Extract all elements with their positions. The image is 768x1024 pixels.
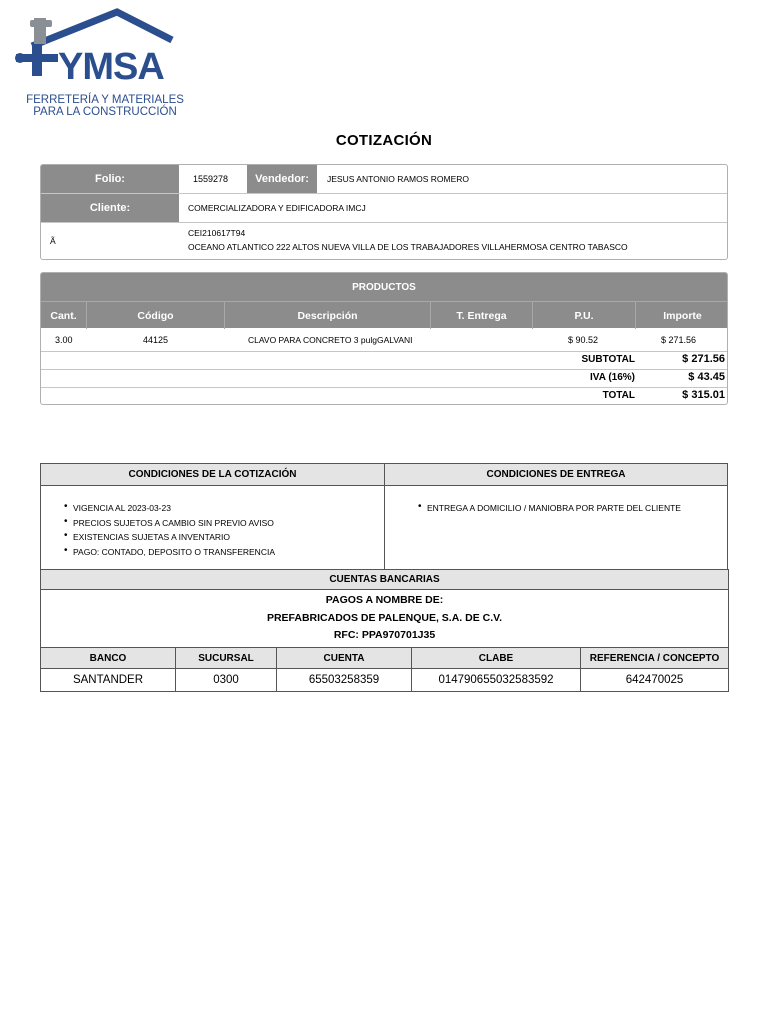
list-item: • PRECIOS SUJETOS A CAMBIO SIN PREVIO AVISO	[73, 516, 384, 531]
logo-wordmark: YMSA	[58, 46, 164, 88]
col-pu: P.U.	[533, 302, 636, 329]
list-item: • PAGO: CONTADO, DEPOSITO O TRANSFERENCIA	[73, 545, 384, 560]
col-sucursal: SUCURSAL	[176, 648, 277, 669]
products-title: PRODUCTOS	[41, 273, 727, 301]
products-box	[40, 272, 728, 405]
row-codigo: 44125	[143, 335, 169, 345]
bank-accounts-table	[40, 569, 729, 692]
folio-value: 1559278	[193, 174, 229, 184]
total-label: TOTAL	[602, 390, 635, 401]
row-pu: $ 90.52	[568, 335, 599, 345]
col-descripcion: Descripción	[225, 302, 431, 329]
vendedor-value: JESUS ANTONIO RAMOS ROMERO	[327, 174, 470, 184]
total-value: $ 315.01	[682, 389, 725, 401]
folio-label: Folio:	[41, 165, 179, 193]
list-item: • VIGENCIA AL 2023-03-23	[73, 501, 384, 516]
bank-accounts-title: CUENTAS BANCARIAS	[41, 570, 729, 590]
subtotal-label: SUBTOTAL	[581, 354, 635, 365]
vendedor-label: Vendedor:	[247, 165, 317, 193]
row-cant: 3.00	[55, 335, 73, 345]
client-rfc: CEI210617T94	[188, 228, 246, 238]
cliente-value: COMERCIALIZADORA Y EDIFICADORA IMCJ	[188, 203, 366, 213]
subtotal-value: $ 271.56	[682, 353, 725, 365]
bank-name: SANTANDER	[41, 669, 176, 692]
list-item: • ENTREGA A DOMICILIO / MANIOBRA POR PARTE DEL CLIENTE	[427, 501, 727, 516]
conditions-table	[40, 463, 728, 570]
bank-reference: 642470025	[581, 669, 729, 692]
col-cuenta: CUENTA	[277, 648, 412, 669]
table-row	[41, 669, 729, 692]
logo-subtitle-line2: PARA LA CONSTRUCCIÓN	[33, 106, 177, 118]
bank-branch: 0300	[176, 669, 277, 692]
quote-conditions-list	[41, 486, 385, 570]
quote-conditions-title: CONDICIONES DE LA COTIZACIÓN	[41, 464, 385, 486]
total-row	[41, 387, 727, 405]
row-descripcion: CLAVO PARA CONCRETO 3 pulgGALVANI	[248, 335, 413, 345]
subtotal-row	[41, 351, 727, 369]
bank-account: 65503258359	[277, 669, 412, 692]
client-address: OCEANO ATLANTICO 222 ALTOS NUEVA VILLA DE LOS TRABAJADORES VILLAHERMOSA CENTRO TABASCO	[188, 242, 628, 252]
bank-clabe: 014790655032583592	[412, 669, 581, 692]
col-referencia: REFERENCIA / CONCEPTO	[581, 648, 729, 669]
document-title: COTIZACIÓN	[335, 132, 433, 149]
cliente-label: Cliente:	[41, 194, 179, 222]
delivery-conditions-list	[385, 486, 728, 570]
iva-row	[41, 369, 727, 387]
row-importe: $ 271.56	[661, 335, 697, 345]
logo-subtitle-line1: FERRETERÍA Y MATERIALES	[26, 94, 184, 106]
quote-info-box	[40, 164, 728, 260]
payee-name: PREFABRICADOS DE PALENQUE, S.A. DE C.V.	[266, 611, 503, 624]
list-item: • EXISTENCIAS SUJETAS A INVENTARIO	[73, 530, 384, 545]
iva-value: $ 43.45	[688, 371, 725, 383]
payee-rfc: RFC: PPA970701J35	[333, 629, 436, 642]
iva-label: IVA (16%)	[589, 372, 635, 383]
payee-line1: PAGOS A NOMBRE DE:	[325, 594, 444, 607]
company-logo	[12, 8, 184, 118]
col-codigo: Código	[87, 302, 225, 329]
col-banco: BANCO	[41, 648, 176, 669]
extra-label: Ã	[50, 236, 56, 246]
logo-subtitle	[22, 94, 188, 118]
payee-block	[41, 590, 729, 648]
col-clabe: CLABE	[412, 648, 581, 669]
delivery-conditions-title: CONDICIONES DE ENTREGA	[385, 464, 728, 486]
products-header-row	[41, 301, 727, 328]
col-cant: Cant.	[41, 302, 87, 329]
col-importe: Importe	[663, 309, 702, 322]
col-entrega: T. Entrega	[431, 302, 533, 329]
